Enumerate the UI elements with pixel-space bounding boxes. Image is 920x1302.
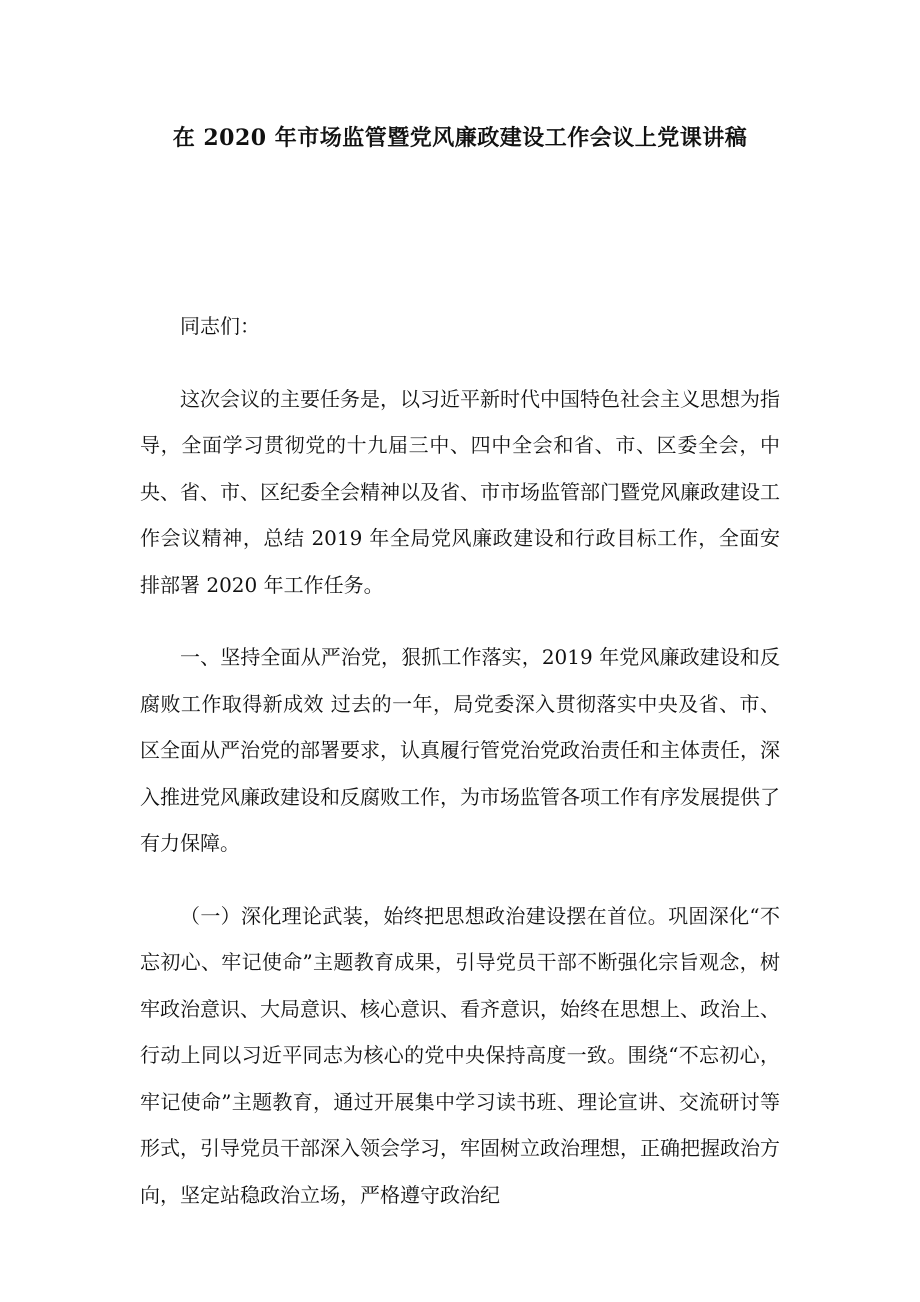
salutation: 同志们： [180,314,260,338]
document-title: 在 2020 年市场监管暨党风廉政建设工作会议上党课讲稿 [172,125,748,151]
paragraph-section-one: 一、坚持全面从严治党，狠抓工作落实，2019 年党风廉政建设和反腐败工作取得新成效 过去的一年，局党委深入贯彻落实中央及省、市、区全面从严治党的部署要求，认真履行管党治党政治责任和主体责任，深入推进党风廉政建设和反腐败工作，为市场监管各项工作有序发展提供了有力保障。 [140,645,780,855]
paragraph-intro: 这次会议的主要任务是，以习近平新时代中国特色社会主义思想为指导，全面学习贯彻党的十九届三中、四中全会和省、市、区委全会，中央、省、市、区纪委全会精神以及省、市市场监管部门暨党风廉政建设工作会议精神，总结 2019 年全局党风廉政建设和行政目标工作，全面安排部署 2020 年工作任务。 [140,386,780,597]
document-body [140,303,780,1218]
paragraph-subsection-one: （一）深化理论武装，始终把思想政治建设摆在首位。巩固深化“不忘初心、牢记使命”主题教育成果，引导党员干部不断强化宗旨观念，树牢政治意识、大局意识、核心意识、看齐意识，始终在思想上、政治上、行动上同以习近平同志为核心的党中央保持高度一致。围绕“不忘初心，牢记使命”主题教育，通过开展集中学习读书班、理论宣讲、交流研讨等形式，引导党员干部深入领会学习，牢固树立政治理想，正确把握政治方向，坚定站稳政治立场，严格遵守政治纪 [140,903,780,1207]
